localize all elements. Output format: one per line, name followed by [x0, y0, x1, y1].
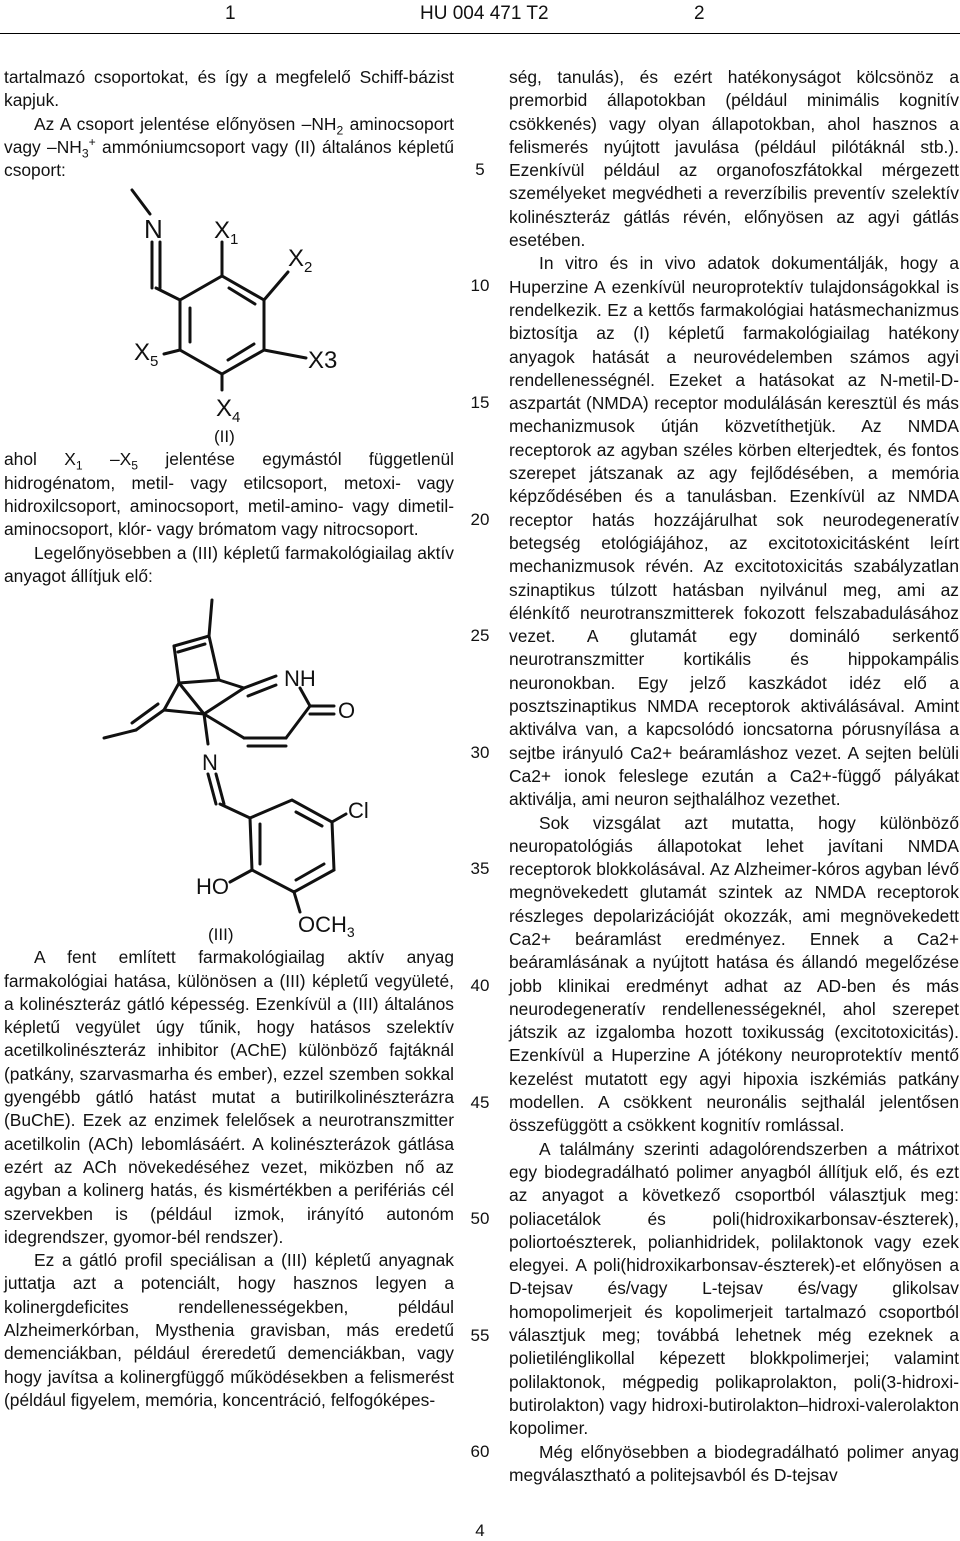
bond-c-n — [204, 714, 208, 744]
bond-cl — [332, 814, 346, 822]
atom-x2: $X_2$ — [288, 245, 313, 277]
right-paragraph-5: Még előnyösebben a biodegradálható polimer anyag megválasztható a politejsavból és D-tejsav — [509, 1441, 959, 1485]
header-rule — [0, 33, 960, 34]
benzene-ring — [180, 276, 264, 374]
left-paragraph-4: Legelőnyösebben a (III) képletű farmakológiailag aktív anyagot állítjuk elő: — [4, 542, 454, 586]
atom-x4: $X_4$ — [216, 395, 241, 427]
page-footer-number: 4 — [475, 1521, 485, 1540]
header-page-right: 2 — [694, 3, 705, 24]
atom-x3: X3 — [308, 347, 338, 375]
ring-double-bond-1 — [229, 288, 255, 304]
structure-formula-II — [4, 182, 454, 448]
bond-ring-top-3 — [209, 636, 219, 680]
line-number: 60 — [470, 1442, 490, 1461]
bond-ho — [230, 870, 252, 882]
line-number: 45 — [470, 1093, 490, 1112]
formula-label-III: (III) — [208, 925, 234, 945]
bond-bridge-4 — [164, 710, 204, 714]
line-number: 30 — [470, 743, 490, 762]
bond-x3 — [264, 350, 306, 358]
bond-n-ch-1 — [208, 774, 216, 804]
bond-bridge-5 — [179, 683, 204, 714]
page-header — [0, 0, 960, 34]
bond-ethylidene-1 — [136, 710, 164, 730]
line-number: 35 — [470, 859, 490, 878]
left-paragraph-3: ahol $X_1$ $-X_5$ jelentése egymástól függetlenül hidrogénatom, metil- vagy etilcsoport, metoxi- vagy hidroxilcsoport, aminocsoport, metil-amino- vagy dimetil-aminocsoport, klór- vagy brómatom vagy nitrocsoport. — [4, 449, 454, 540]
right-column — [509, 66, 959, 1487]
bond-methyl-n — [132, 190, 150, 214]
aryl-ring — [250, 800, 334, 892]
bond-bridge-1 — [179, 680, 219, 683]
bond-py-3 — [204, 714, 244, 738]
bond-n-ch-2 — [216, 774, 224, 804]
bond-py-2b — [248, 685, 276, 696]
atom-x5: $X_5$ — [134, 339, 159, 371]
atom-ho: HO — [196, 874, 229, 900]
atom-o: O — [338, 698, 356, 724]
bond-methyl-top — [209, 600, 212, 636]
bond-x5 — [164, 350, 180, 354]
bond-ch-ring — [220, 804, 250, 818]
bond-x2 — [264, 272, 288, 300]
left-paragraph-5: A fent említett farmakológiailag aktív anyag farmakológiai hatása, különösen a (III) képletű vegyületé, a kolinészteráz gátló képesség. Ezenkívül a (III) általános képletű vegyület úgy tűnik, hogy hatásos szelektív acetilkolinészteráz inhibitor (AChE) különböző fajtáknál (patkány, szarvasmarha és ember), ezzel szemben sokkal gyengébb gátló hatást mutat a butirilkolinészterázra (BuChE). Ezek az enzimek felelősek a neurotranszmitter acetilkolin (ACh) lebomlásáért. A kolinészterázok gátlása ezért az ACh növekedéséhez vezet, miközben nő az agyban a kolinerg hatás, és kismértékben a perifériás cél szervekben is (például izmok, irányító autonóm idegrendszer, gyomor-bél rendszer). — [4, 947, 454, 1247]
left-paragraph-2: Az A csoport jelentése előnyösen $-NH_2$ aminocsoport vagy $-NH_3^+$ ammóniumcsoport vagy (II) általános képletű csoport: — [4, 113, 454, 181]
left-column — [4, 66, 454, 1412]
atom-och3: $OCH_3$ — [298, 912, 355, 941]
line-number: 15 — [470, 393, 490, 412]
right-paragraph-3: Sok vizsgálat azt mutatta, hogy különböző neuropatológiás állapotokat lehet javítani NMDA receptorok blokkolásával. Az Alzheimer-kóros agyban lévő megnövekedett glutamát szintek az NMDA receptorok részleges depolarizációját okozzák, ami megnövekedett Ca2+ beáramlást eredményez. Ennek a Ca2+ beáramlásának a nyújtott hatása és állandó megelőzése jobb klinikai eredményt adhat az AD-ben és más neurodegeneratív rendellenességeknél, ahol szerepet játszik az izgalomba hozott toxikusság (excitotoxicitás). Ezenkívül a Huperzine A jótékony neuroprotektív mentő kezelést mutatott egy agyi hipoxia iszkémiás patkány modellen. A csökkent neuronális sejthalál jelentősen összefüggött a csökkent kognitív romlással. — [509, 812, 959, 1136]
line-number: 55 — [470, 1326, 490, 1345]
atom-cl: Cl — [348, 798, 369, 824]
atom-x1: $X_1$ — [214, 217, 239, 249]
bond-py-5 — [286, 706, 310, 738]
structure-formula-III — [4, 588, 454, 946]
bond-ethylidene-2 — [104, 730, 136, 738]
bond-och3 — [294, 892, 300, 912]
bond-ch-ring — [156, 288, 180, 300]
bond-ethylidene-1b — [132, 704, 158, 723]
bond-bridge-3 — [219, 680, 244, 688]
right-paragraph-1: ség, tanulás), és ezért hatékonyságot kölcsönöz a premorbid állapotokban (például minimális kognitív csökkenés) vagy olyan állapotokban, ahol hasznos a felismerés nyújtott javulása (például pilótáknál stb.). Ezenkívül például az organofoszfátokkal mérgezett személyeket megvédheti a reverzíbilis preventív szelektív kolinészteráz gátlás révén, előnyösen az agyi gátlás esetében. — [509, 67, 959, 251]
left-paragraph-6: Ez a gátló profil speciálisan a (III) képletű anyagnak juttatja azt a potenciált, hogy hasznos legyen a kolinergdeficites rendellenességekben, például Alzheimerkórban, Mysthenia gravisban, más eredetű demenciákban, például éreredetű demenciákban, vagy hogy javítsa a kolinergfüggő működésekben a felismerést (például figyelem, memória, koncentráció, felfogóképes- — [4, 1250, 454, 1410]
header-page-left: 1 — [225, 3, 236, 24]
bond-bridge-2 — [164, 683, 179, 710]
bond-py-1 — [204, 688, 244, 714]
line-number: 5 — [475, 160, 485, 179]
atom-n: N — [144, 214, 163, 245]
right-paragraph-2: In vitro és in vivo adatok dokumentálják, hogy a Huperzine A ezenkívül neuroprotektív tulajdonságokkal is rendelkezik. Ez a kettős farmakológiai hatásmechanizmus biztosítja az (I) képletű farmakológiailag hatékony anyagok hatását a neurovédelemben számos agyi rendellenességnél. Ezeket a hatásokat az N-metil-D-aszpartát (NMDA) receptor modulálásán keresztül és más mechanizmusok útján közvetíthetjük. Az NMDA receptorok az agyban széles körben elterjedtek, és fontos szerepet játszanak az agy fejlődésében, a memória képződésében és a tanulásban. Ezenkívül az NMDA receptor hatás hozzájárulhat sok neurodegeneratív betegség etológiájához, az excitotoxicitásként leírt mechanizmusok révén. Az excitotoxicitás szabályzatlan szinaptikus túlzott hatásban nyilvánul meg, ami az élénkítő neurotranszmitterek fokozott felszabadulásához vezet. A glutamát egy domináló serkentő neurotranszmitter kortikális és hippokampális neuronokban. Egy jelző kaszkádot idéz elő a posztszinaptikus NMDA receptorok aktiválásával. Amint aktiválva van, a kapcsolódó ioncsatorna pórusnyílása a sejtbe irányuló Ca2+ beáramláshoz vezet. A sejten belüli Ca2+ ionok feleslege ezután a Ca2+-függő pályákat aktiválja, ami neuron sejthalálhoz vezethet. — [509, 253, 959, 810]
left-paragraph-1: tartalmazó csoportokat, és így a megfelelő Schiff-bázist kapjuk. — [4, 67, 454, 111]
right-paragraph-4: A találmány szerinti adagolórendszerben a mátrixot egy biodegradálható polimer anyagból állítjuk elő, és ezt az anyagot a következő csoportból választjuk meg: poliacetálok és poli(hidroxikarbonsav-észterek), poliortoészterek, polianhidridek, polilaktonok vagy ezek elegyei. A poli(hidroxikarbonsav-észterek)-et előnyösen a D-tejsav és/vagy L-tejsav és/vagy glikolsav homopolimerjeit és kopolimerjeit tartalmazó csoportból választjuk meg; továbbá lehetnek még ezeknek a polietilénglikollal képezett blokkpolimerjei; valamint polilaktonok, mégpedig polikaprolakton, poli(3-hidroxi-butirolakton) vagy hidroxi-butirolakton–hidroxi-valerolakton kopolimer. — [509, 1138, 959, 1439]
formula-label-II: (II) — [214, 427, 235, 447]
line-number: 25 — [470, 626, 490, 645]
line-number: 10 — [470, 276, 490, 295]
line-number: 40 — [470, 976, 490, 995]
header-patent-number: HU 004 471 T2 — [420, 3, 549, 24]
atom-n: N — [202, 750, 218, 776]
atom-nh: NH — [284, 666, 316, 692]
line-number: 20 — [470, 510, 490, 529]
line-number: 50 — [470, 1209, 490, 1228]
